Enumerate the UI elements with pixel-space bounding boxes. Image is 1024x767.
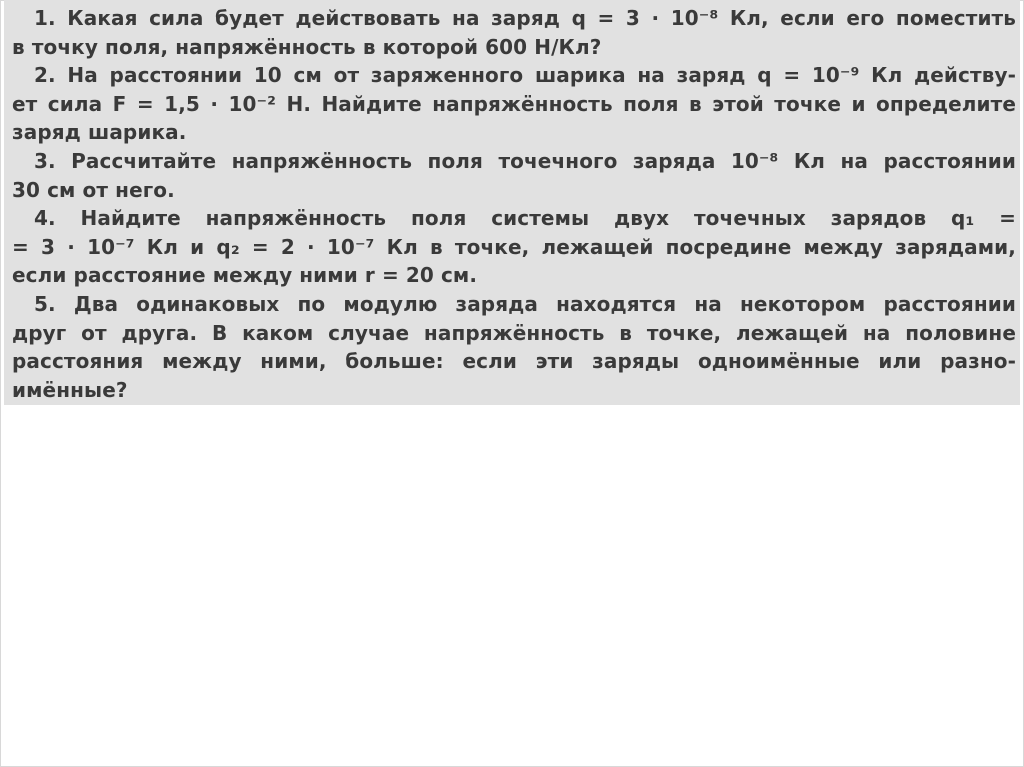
task-5-number: 5. <box>34 292 56 316</box>
task-5-line-3: расстояния между ними, больше: если эти заряды одноимённые или разно- <box>12 349 1016 373</box>
task-1-line-1: 1. Какая сила будет действовать на заряд q = 3 · 10⁻⁸ Кл, если его поместить <box>34 6 1016 30</box>
task-5 <box>12 290 1016 404</box>
task-2-number: 2. <box>34 63 56 87</box>
task-2-line-3: заряд шарика. <box>12 120 187 144</box>
task-2-line-2: ет сила F = 1,5 · 10⁻² Н. Найдите напряжённость поля в этой точке и определите <box>12 91 1016 116</box>
task-4-line-3: если расстояние между ними r = 20 см. <box>12 263 478 287</box>
task-4-line-1: 4. Найдите напряжённость поля системы двух точечных зарядов q₁ = <box>34 206 1016 230</box>
task-5-line-2: друг от друга. В каком случае напряжённость в точке, лежащей на половине <box>12 320 1016 345</box>
task-2-line-1: 2. На расстоянии 10 см от заряженного шарика на заряд q = 10⁻⁹ Кл действу- <box>34 63 1016 87</box>
task-3 <box>12 147 1016 204</box>
task-3-line-2: 30 см от него. <box>12 177 175 202</box>
task-4-line-2: = 3 · 10⁻⁷ Кл и q₂ = 2 · 10⁻⁷ Кл в точке, лежащей посредине между зарядами, <box>12 234 1016 259</box>
task-1-line-2: в точку поля, напряжённость в которой 600 Н/Кл? <box>12 34 602 59</box>
task-1 <box>12 4 1016 61</box>
task-3-line-1: 3. Рассчитайте напряжённость поля точечного заряда 10⁻⁸ Кл на расстоянии <box>34 149 1016 173</box>
task-3-number: 3. <box>34 149 56 173</box>
task-4-number: 4. <box>34 206 56 230</box>
task-2 <box>12 61 1016 147</box>
scanned-text-block <box>4 0 1020 405</box>
task-4 <box>12 204 1016 290</box>
task-5-line-1: 5. Два одинаковых по модулю заряда находятся на некотором расстоянии <box>34 292 1016 316</box>
task-5-line-4: имённые? <box>12 377 128 402</box>
task-1-number: 1. <box>34 6 56 30</box>
